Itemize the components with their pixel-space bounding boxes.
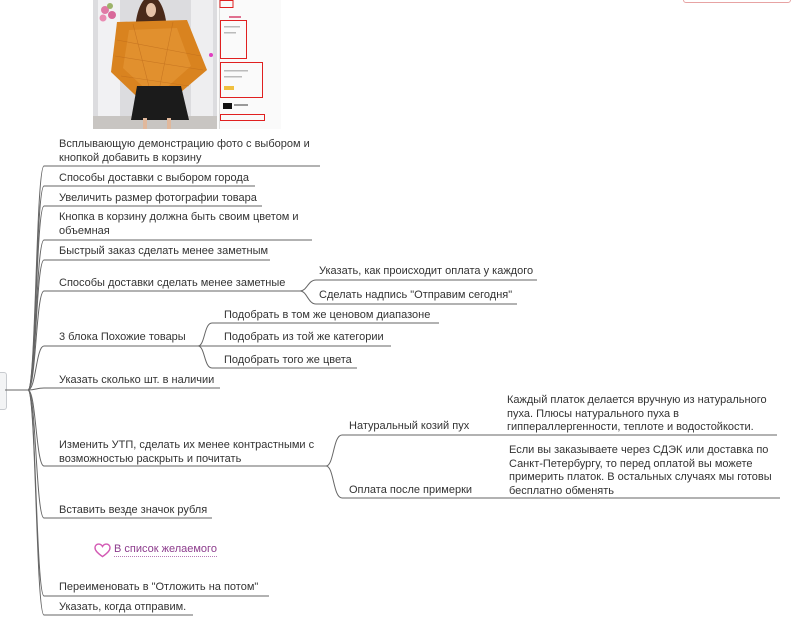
product-photo-image[interactable] bbox=[93, 0, 281, 129]
subtopic-same-price[interactable] bbox=[224, 309, 430, 323]
topic-line: Кнопка в корзину должна быть своим цветом и bbox=[59, 211, 299, 223]
topic-line: гиппераллергенности, теплоте и водостойкости. bbox=[507, 421, 754, 433]
topic-photo-size[interactable] bbox=[59, 192, 257, 206]
topic-line: Способы доставки сделать менее заметные bbox=[59, 277, 286, 289]
topic-line: примерить платок. В остальных случаях мы готовы bbox=[509, 471, 772, 483]
topic-line: Быстрый заказ сделать менее заметным bbox=[59, 245, 269, 257]
connector-branch-11 bbox=[28, 390, 269, 596]
topic-line: Подобрать из той же категории bbox=[224, 331, 384, 343]
topic-popup-photo-demo[interactable] bbox=[59, 138, 310, 165]
wishlist-link: В список желаемого bbox=[114, 543, 217, 555]
topic-usp-change[interactable] bbox=[59, 439, 314, 466]
topic-delivery-less-visible[interactable] bbox=[59, 277, 285, 291]
subtopic-goat-down[interactable] bbox=[349, 420, 469, 434]
topic-line: Натуральный козий пух bbox=[349, 420, 470, 432]
topic-rename-later[interactable] bbox=[59, 581, 258, 595]
topic-ruble-sign[interactable] bbox=[59, 504, 207, 518]
topic-ship-date[interactable] bbox=[59, 601, 186, 615]
leaf-goat-down-text[interactable] bbox=[507, 394, 767, 435]
topic-line: бесплатно обменять bbox=[509, 484, 614, 497]
subtopic-same-color[interactable] bbox=[224, 354, 352, 368]
leaf-pay-after-fitting-text[interactable] bbox=[509, 444, 772, 498]
topic-wishlist-image[interactable] bbox=[94, 541, 217, 559]
topic-line: Подобрать в том же ценовом диапазоне bbox=[224, 309, 431, 321]
subtopic-same-category[interactable] bbox=[224, 331, 384, 345]
topic-line: Указать, когда отправим. bbox=[59, 601, 187, 613]
topic-line: Подобрать того же цвета bbox=[224, 354, 352, 366]
topic-line: Способы доставки с выбором города bbox=[59, 172, 249, 184]
topic-line: Указать сколько шт. в наличии bbox=[59, 374, 215, 386]
topic-line: кнопкой добавить в корзину bbox=[59, 151, 202, 164]
subtopic-pay-after-fitting[interactable] bbox=[349, 484, 472, 498]
connector-branch-7 bbox=[28, 388, 220, 390]
subtopic-payment-info[interactable] bbox=[319, 265, 533, 279]
topic-cart-button[interactable] bbox=[59, 211, 299, 238]
topic-line: объемная bbox=[59, 224, 110, 237]
product-photo bbox=[93, 0, 281, 129]
topic-line: пуха. Плюсы натурального пуха в bbox=[507, 407, 679, 420]
topic-line: возможностью раскрыть и почитать bbox=[59, 452, 242, 465]
topic-quick-order[interactable] bbox=[59, 245, 268, 259]
topic-line: Всплывающую демонстрацию фото с выбором и bbox=[59, 138, 310, 150]
topic-line: Указать, как происходит оплата у каждого bbox=[319, 265, 534, 277]
topic-similar-products[interactable] bbox=[59, 331, 186, 345]
topic-line: Оплата после примерки bbox=[349, 484, 473, 496]
topic-line: Изменить УТП, сделать их менее контрастными с bbox=[59, 439, 315, 451]
topic-line: Увеличить размер фотографии товара bbox=[59, 192, 257, 204]
subtopic-ship-today[interactable] bbox=[319, 289, 512, 303]
topic-line: Если вы заказываете через СДЭК или доставка по bbox=[509, 444, 769, 456]
topic-stock-count[interactable] bbox=[59, 374, 214, 388]
topic-line: Переименовать в "Отложить на потом" bbox=[59, 581, 259, 593]
topic-line: 3 блока Похожие товары bbox=[59, 331, 186, 343]
heart-icon bbox=[94, 543, 111, 558]
topic-line: Санкт-Петербургу, то перед оплатой вы можете bbox=[509, 457, 753, 470]
topic-line: Вставить везде значок рубля bbox=[59, 504, 208, 516]
topic-line: Сделать надпись "Отправим сегодня" bbox=[319, 289, 513, 301]
topic-line: Каждый платок делается вручную из натурального bbox=[507, 394, 767, 406]
topic-delivery-city[interactable] bbox=[59, 172, 249, 186]
